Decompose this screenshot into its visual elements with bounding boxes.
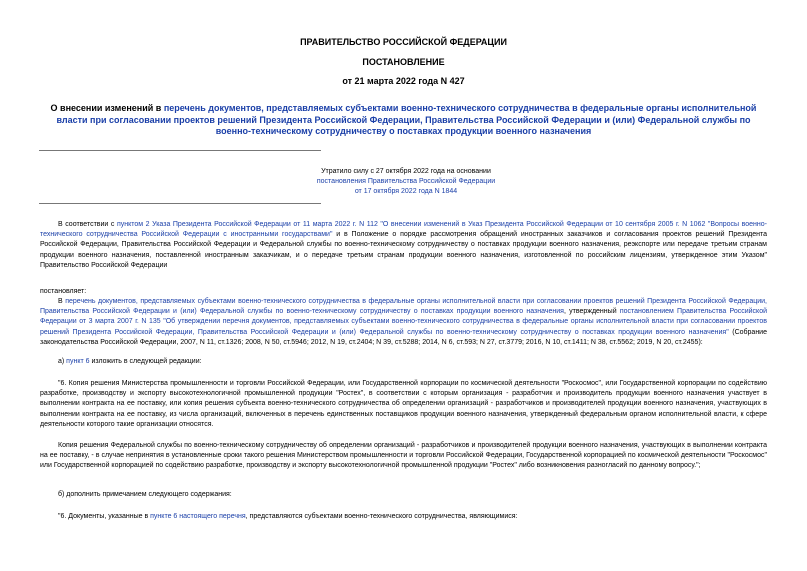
text: , утвержденный xyxy=(563,308,620,316)
status-line: Утратило силу с 27 октября 2022 года на основании xyxy=(321,168,491,175)
paragraph-resolves: постановляет: xyxy=(40,288,87,295)
text: "6. Копия решения Министерства промышленности и торговли Российской Федерации, или Государственной корпорации по космической деятельности "Роскосмос", или Государственной корпорации по содействию разработке, производству и экспорту высокотехнологичной промышленной продукции "Ростех", в соответствии с которым организация - разработчик и производитель продукции военного назначения участвует в выполнении контракта на ее поставку, или копия решения субъекта военно-технического сотрудничества об определении организаций - разработчиков и производителей продукции военного назначения, участвующих в выполнении контракта на ее поставку, из числа организаций, включенных в перечень единственных поставщиков продукции военного назначения, утвержденный федеральным органом исполнительной власти, к сфере деятельности которого такие организации относятся. xyxy=(40,380,767,428)
text: В соответствии с xyxy=(58,221,117,228)
text: , представляются субъектами военно-технического сотрудничества, являющимися: xyxy=(245,513,518,520)
paragraph-amendment xyxy=(40,297,767,348)
status-date-link[interactable]: от 17 октября 2022 года N 1844 xyxy=(354,188,458,195)
text: В xyxy=(58,298,66,305)
document-title xyxy=(40,103,767,138)
text: а) xyxy=(58,358,67,365)
date-number-heading: от 21 марта 2022 года N 427 xyxy=(342,76,465,86)
text: изложить в следующей редакции: xyxy=(89,358,202,365)
title-link[interactable]: перечень документов, представляемых субъектами военно-технического сотрудничества в федеральные органы исполнительной власти при согласовании проектов решений Президента Российской Федерации, Правительства Российской Федерации и (или) Федеральной службы по военно-техническому сотрудничеству о поставках продукции военного назначения xyxy=(56,103,757,136)
text: (Собрание законодательства Российской Федерации, 2007, N 11, ст.1326; 2008, N 50, ст.5946; 2012, N 19, ст.2404; N 39, ст.5288; 2014, N 6, ст.593; N 27, ст.3779; 2016, N 10, ст.1411; N 38, ст.5562; 2019, N 20, ст.2455): xyxy=(40,328,767,346)
divider-top xyxy=(39,150,321,151)
paragraph-item-6-text xyxy=(40,379,767,430)
government-heading: ПРАВИТЕЛЬСТВО РОССИЙСКОЙ ФЕДЕРАЦИИ xyxy=(300,37,507,47)
status-decree-link[interactable]: постановления Правительства Российской Федерации xyxy=(316,178,496,185)
paragraph-copy-decision xyxy=(40,441,767,472)
item-6-list-link[interactable]: пункте 6 настоящего перечня xyxy=(150,513,246,520)
paragraph-item-b xyxy=(40,490,767,500)
list-documents-link[interactable]: перечень документов, представляемых субъектами военно-технического сотрудничества в федеральные органы исполнительной власти при согласовании проектов решений Президента Российской Федерации, Правительства Российской Федерации и (или) Федеральной службы по военно-техническому сотрудничеству о поставках продукции военного назначения xyxy=(40,298,767,316)
paragraph-item-a xyxy=(40,357,767,367)
status-note xyxy=(290,167,522,197)
paragraph-note xyxy=(40,512,767,522)
text: б) дополнить примечанием следующего содержания: xyxy=(58,491,232,498)
document-type-heading: ПОСТАНОВЛЕНИЕ xyxy=(362,57,445,67)
text: и в Положение о порядке рассмотрения обращений иностранных заказчиков и согласования проектов решений Президента Российской Федерации, Правительства Российской Федерации и Федеральной службы по военно-техническому сотрудничеству о поставках продукции военного назначения, реэкспорте или передаче третьим странам продукции военного назначения, поставленной иностранным заказчикам, и о передаче третьим странам продукции военного назначения, изготовленной по российским лицензиям, утвержденное этим Указом" Правительство Российской Федерации xyxy=(40,231,767,269)
paragraph-preamble xyxy=(40,220,767,271)
decree-135-link[interactable]: постановлением Правительства Российской Федерации от 3 марта 2007 г. N 135 "Об утверждении перечня документов, представляемых субъектами военно-технического сотрудничества в федеральные органы исполнительной власти при согласовании проектов решений Президента Российской Федерации, Правительства Российской Федерации и (или) Федеральной службы по военно-техническому сотрудничеству о поставках продукции военного назначения" xyxy=(40,308,768,336)
divider-bottom xyxy=(39,203,321,204)
text: "6. Документы, указанные в xyxy=(58,513,151,520)
title-prefix: О внесении изменений в xyxy=(50,103,164,113)
item-6-link[interactable]: пункт 6 xyxy=(66,358,90,365)
text: Копия решения Федеральной службы по военно-техническому сотрудничеству об определении организаций - разработчиков и производителей продукции военного назначения, участвующих в выполнении контракта на ее поставку, - в случае непринятия в установленные сроки такого решения Министерством промышленности и торговли Российской Федерации, Государственной корпорацией по космической деятельности "Роскосмос" или Государственной корпорацией по содействию разработке, производству и экспорту высокотехнологичной промышленной продукции "Ростех" либо возникновения разногласий по данному вопросу."; xyxy=(40,442,767,470)
decree-112-link[interactable]: пунктом 2 Указа Президента Российской Федерации от 11 марта 2022 г. N 112 "О внесении изменений в Указ Президента Российской Федерации от 10 сентября 2005 г. N 1062 "Вопросы военно-технического сотрудничества Российской Федерации с иностранными государствами" xyxy=(40,221,767,239)
